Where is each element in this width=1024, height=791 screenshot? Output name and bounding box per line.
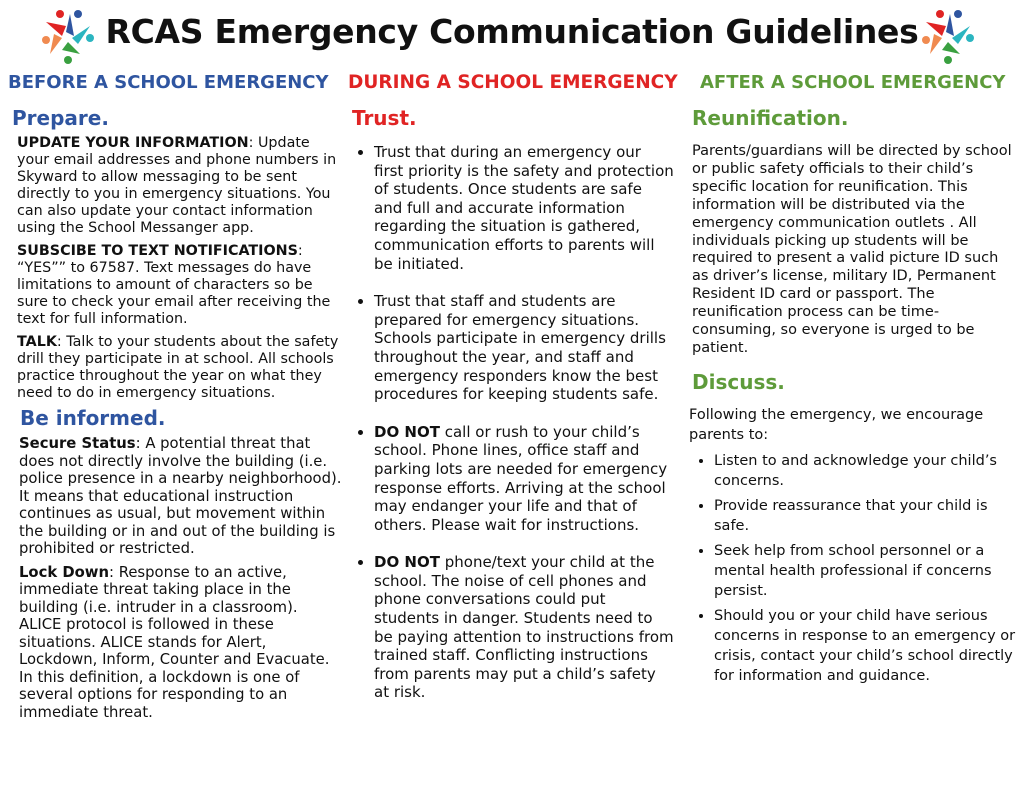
reunification-heading: Reunification. [692,106,849,130]
discuss-item: • Provide reassurance that your child is safe. [714,496,1017,536]
prepare-item: TALK: Talk to your students about the safety drill they participate in at school. All schools practice throughout the year on what they need to do in emergency situations. [17,334,339,401]
prepare-item: UPDATE YOUR INFORMATION: Update your email addresses and phone numbers in Skyward to allow messaging to be sent directly to you in emergency situations. You can also update your contact information using the School Messanger app. [17,135,337,236]
discuss-intro: Following the emergency, we encourage parents to: [689,406,984,443]
discuss-item: • Should you or your child have serious concerns in response to an emergency or crisis, contact your child’s school directly for information and guidance. [714,606,1017,686]
prepare-item: SUBSCIBE TO TEXT NOTIFICATIONS: “YES”” to 67587. Text messages do have limitations to amount of characters so be sure to check your email after receiving the text for full information. [17,243,331,327]
discuss-item: • Seek help from school personnel or a mental health professional if concerns persist. [714,541,1017,601]
trust-item: • DO NOT call or rush to your child’s school. Phone lines, office staff and parking lots are needed for emergency response efforts. Arriving at the school may endanger your life and that of others. Please wait for instructions. [374,423,674,535]
during-heading: DURING A SCHOOL EMERGENCY [348,72,678,93]
reunification-text: Parents/guardians will be directed by school or public safety officials to their child’s specific location for reunification. This information will be distributed via the emergency communication outlets . All individuals picking up students will be required to present a valid picture ID such as driver’s license, military ID, Permanent Resident ID card or passport. The reunification process can be time-consuming, so everyone is urged to be patient. [692,143,1012,356]
trust-item: • DO NOT phone/text your child at the school. The noise of cell phones and phone conversations could put students in danger. Students need to be paying attention to instructions from trained staff. Conflicting instructions from parents may put a child’s safety at risk. [374,553,674,702]
trust-heading: Trust. [352,106,417,130]
prepare-heading: Prepare. [12,106,109,130]
before-column [12,106,344,727]
informed-item: Lock Down: Response to an active, immediate threat taking place in the building (i.e. intruder in a classroom). ALICE protocol is followed in these situations. ALICE stands for Alert, Lockdown, Inform, Counter and Evacuate. In this definition, a lockdown is one of several options for responding to an immediate threat. [19,563,330,721]
discuss-heading: Discuss. [692,369,785,394]
trust-item: • Trust that staff and students are prepared for emergency situations. Schools participate in emergency drills throughout the year, and staff and emergency responders know the best procedures for keeping students safe. [374,292,674,404]
discuss-item: • Listen to and acknowledge your child’s concerns. [714,451,1017,491]
trust-item: • Trust that during an emergency our first priority is the safety and protection of students. Once students are safe and full and accurate information regarding the situation is gathered, communication efforts to parents will be initiated. [374,143,674,273]
after-heading: AFTER A SCHOOL EMERGENCY [700,72,1006,93]
after-column [689,106,1017,691]
informed-item: Secure Status: A potential threat that does not directly involve the building (i.e. police presence in a nearby neighborhood). It means that educational instruction continues as usual, but movement within the building or in and out of the building is prohibited or restricted. [19,435,342,557]
during-column [352,106,674,721]
before-heading: BEFORE A SCHOOL EMERGENCY [8,72,329,93]
page-title: RCAS Emergency Communication Guidelines [105,12,919,51]
informed-heading: Be informed. [20,406,166,430]
